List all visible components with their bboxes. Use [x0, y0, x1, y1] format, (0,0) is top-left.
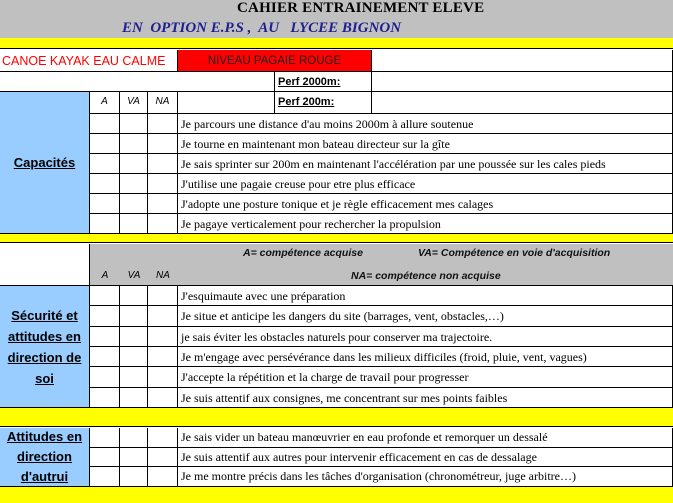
securite-check-a-4[interactable]: [90, 347, 120, 367]
col-header-na: NA: [148, 92, 178, 114]
capacites-check-na-3[interactable]: [148, 154, 178, 174]
autrui-check-a-2[interactable]: [90, 448, 120, 468]
perf-200-value[interactable]: [372, 92, 673, 114]
capacites-competence-3: Je sais sprinter sur 200m en maintenant l'accélération par une poussée sur les cales pieds: [178, 154, 673, 174]
securite-check-va-2[interactable]: [120, 306, 148, 326]
capacites-competence-2: Je tourne en maintenant mon bateau directeur sur la gîte: [178, 134, 673, 154]
autrui-check-na-1[interactable]: [148, 428, 178, 448]
separator-band-bottom: [0, 487, 673, 503]
securite-check-na-6[interactable]: [148, 388, 178, 408]
col-header-a: A: [90, 92, 120, 114]
capacites-competence-6: Je pagaye verticalement pour rechercher la propulsion: [178, 214, 673, 234]
legend-na: NA= compétence non acquise: [351, 270, 501, 282]
securite-check-na-5[interactable]: [148, 367, 178, 387]
capacites-check-va-2[interactable]: [120, 134, 148, 154]
autrui-competence-1: Je sais vider un bateau manœuvrier en eau profonde et remorquer un dessalé: [178, 428, 673, 448]
capacites-competence-4: J'utilise une pagaie creuse pour etre plus efficace: [178, 174, 673, 194]
securite-check-va-5[interactable]: [120, 367, 148, 387]
securite-check-a-5[interactable]: [90, 367, 120, 387]
separator-band-top: [0, 38, 673, 49]
separator-band-lower: [0, 408, 673, 427]
capacites-check-a-5[interactable]: [90, 194, 120, 214]
capacites-check-na-5[interactable]: [148, 194, 178, 214]
perf-2000-label: Perf 2000m:: [275, 72, 372, 92]
autrui-competence-3: Je me montre précis dans les tâches d'organisation (chronométreur, juge arbitre…): [178, 467, 673, 487]
capacites-check-a-3[interactable]: [90, 154, 120, 174]
perf-blank-1: [0, 72, 275, 92]
securite-check-va-3[interactable]: [120, 327, 148, 347]
autrui-check-na-3[interactable]: [148, 467, 178, 487]
capacites-check-va-1[interactable]: [120, 114, 148, 134]
securite-check-na-4[interactable]: [148, 347, 178, 367]
securite-competence-4: Je m'engage avec persévérance dans les milieux difficiles (froid, pluie, vent, vagues): [178, 347, 673, 367]
capacites-competence-1: Je parcours une distance d'au moins 2000m à allure soutenue: [178, 114, 673, 134]
securite-competence-5: J'accepte la répétition et la charge de travail pour progresser: [178, 367, 673, 387]
securite-check-a-2[interactable]: [90, 306, 120, 326]
securite-competence-6: Je suis attentif aux consignes, me concentrant sur mes points faibles: [178, 388, 673, 408]
capacites-check-na-2[interactable]: [148, 134, 178, 154]
activity-name: CANOE KAYAK EAU CALME: [0, 50, 178, 72]
separator-band-middle: [0, 234, 673, 243]
legend-a: A= compétence acquise: [243, 247, 363, 259]
legend-va: VA= Compétence en voie d'acquisition: [418, 247, 611, 259]
col-header-va: VA: [120, 92, 148, 114]
capacites-check-na-1[interactable]: [148, 114, 178, 134]
autrui-check-va-2[interactable]: [120, 448, 148, 468]
securite-check-na-1[interactable]: [148, 286, 178, 306]
activity-row-empty: [372, 50, 673, 72]
autrui-check-a-3[interactable]: [90, 467, 120, 487]
autrui-check-na-2[interactable]: [148, 448, 178, 468]
section-label-autrui: Attitudes en direction d'autrui: [0, 428, 90, 487]
securite-competence-1: J'esquimaute avec une préparation: [178, 286, 673, 306]
perf-blank-2: [178, 92, 275, 114]
securite-check-a-1[interactable]: [90, 286, 120, 306]
securite-competence-2: Je situe et anticipe les dangers du site (barrages, vent, obstacles,…): [178, 306, 673, 326]
perf-2000-value[interactable]: [372, 72, 673, 92]
securite-check-va-6[interactable]: [120, 388, 148, 408]
page-subtitle: EN OPTION E.P.S , AU LYCEE BIGNON: [122, 20, 402, 36]
section-label-capacites: Capacités: [0, 92, 90, 234]
page-title: CAHIER ENTRAINEMENT ELEVE: [237, 0, 485, 16]
perf-200-label: Perf 200m:: [275, 92, 372, 114]
autrui-check-va-3[interactable]: [120, 467, 148, 487]
capacites-check-a-4[interactable]: [90, 174, 120, 194]
legend-blank: [0, 244, 90, 286]
securite-check-va-4[interactable]: [120, 347, 148, 367]
securite-check-a-6[interactable]: [90, 388, 120, 408]
col-header-a-2: A: [101, 270, 109, 281]
autrui-competence-2: Je suis attentif aux autres pour intervenir efficacement en cas de dessalage: [178, 448, 673, 468]
capacites-check-va-4[interactable]: [120, 174, 148, 194]
securite-check-a-3[interactable]: [90, 327, 120, 347]
capacites-check-va-5[interactable]: [120, 194, 148, 214]
autrui-check-va-1[interactable]: [120, 428, 148, 448]
capacites-check-a-6[interactable]: [90, 214, 120, 234]
col-header-na-2: NA: [156, 270, 170, 281]
capacites-check-a-1[interactable]: [90, 114, 120, 134]
col-header-va-2: VA: [127, 270, 141, 281]
capacites-check-va-3[interactable]: [120, 154, 148, 174]
section-label-securite: Sécurité et attitudes en direction de soi: [0, 286, 90, 408]
securite-check-na-2[interactable]: [148, 306, 178, 326]
securite-check-va-1[interactable]: [120, 286, 148, 306]
capacites-competence-5: J'adopte une posture tonique et je règle efficacement mes calages: [178, 194, 673, 214]
capacites-check-a-2[interactable]: [90, 134, 120, 154]
capacites-check-na-6[interactable]: [148, 214, 178, 234]
autrui-check-a-1[interactable]: [90, 428, 120, 448]
securite-check-na-3[interactable]: [148, 327, 178, 347]
capacites-check-na-4[interactable]: [148, 174, 178, 194]
level-badge: NIVEAU PAGAIE ROUGE: [178, 50, 372, 72]
capacites-check-va-6[interactable]: [120, 214, 148, 234]
securite-competence-3: je sais éviter les obstacles naturels pour conserver ma trajectoire.: [178, 327, 673, 347]
